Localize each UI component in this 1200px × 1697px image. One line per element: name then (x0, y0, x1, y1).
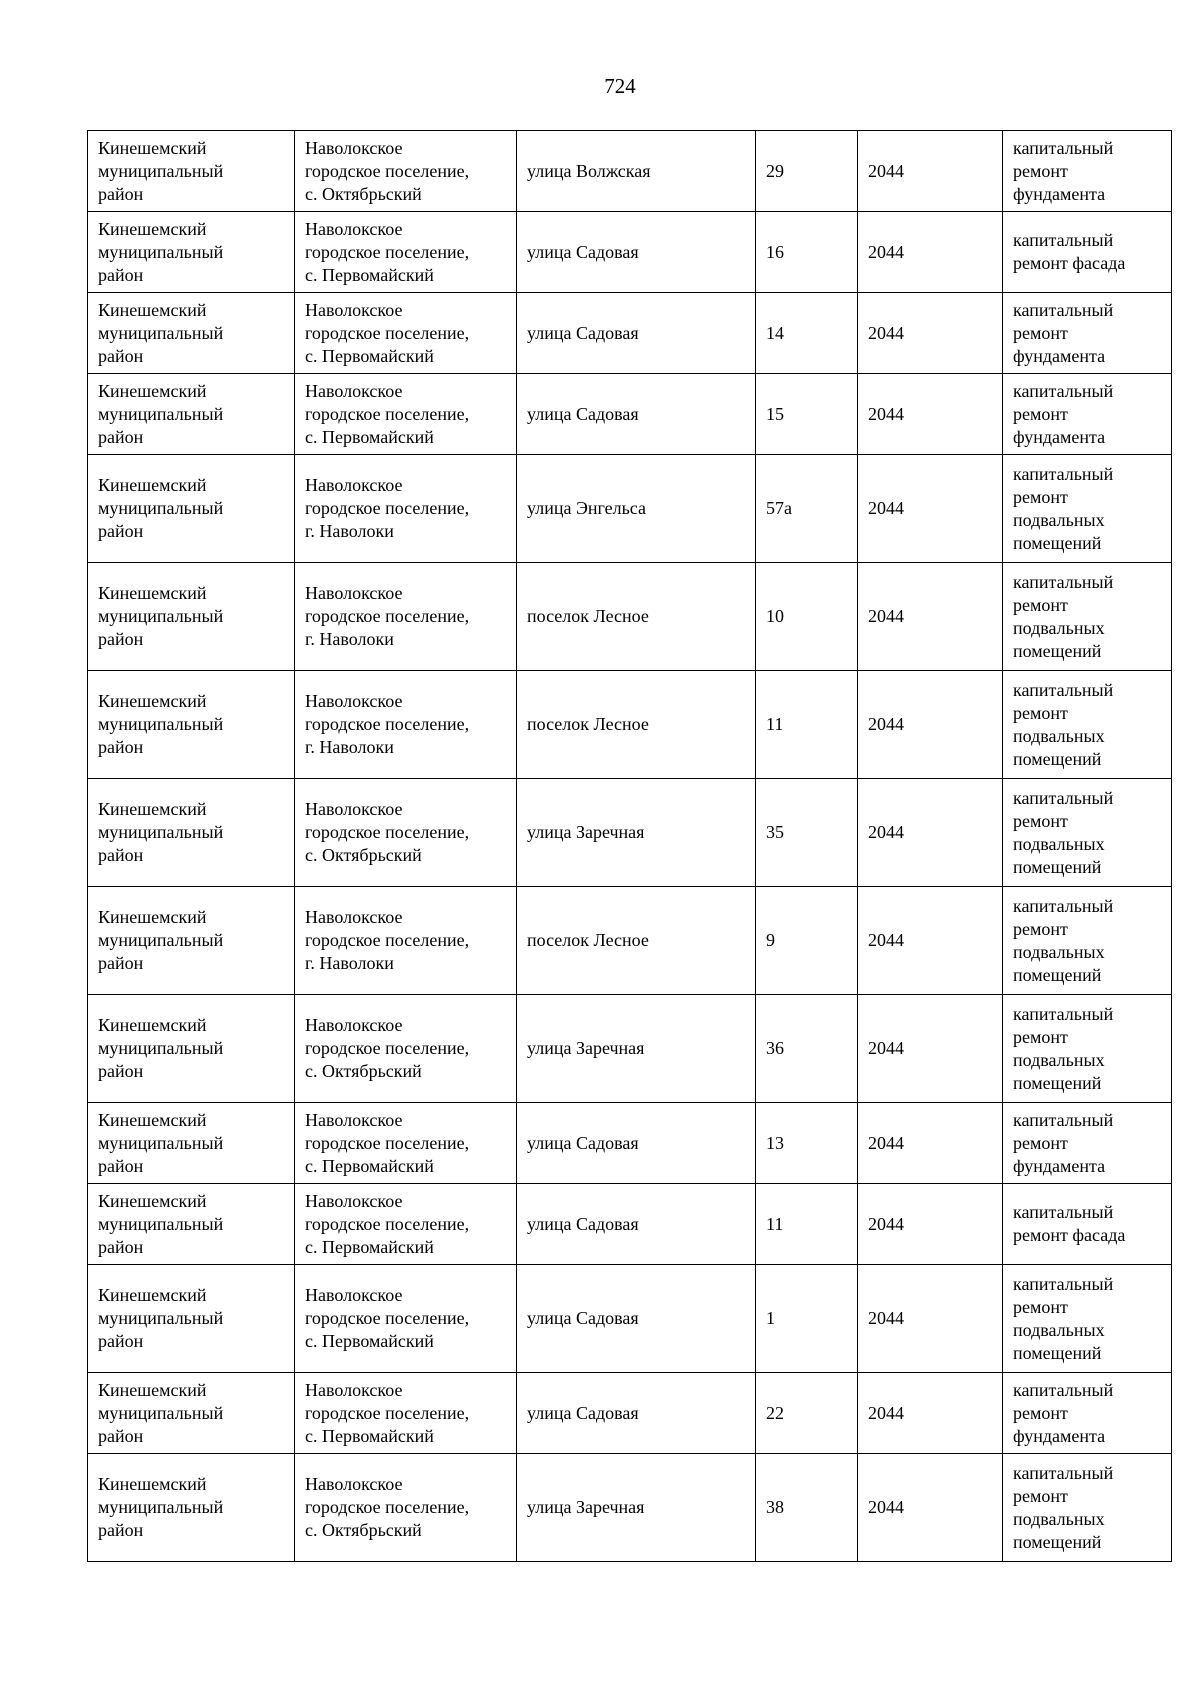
district-cell-text: Кинешемский муниципальный район (98, 907, 224, 973)
house-number-cell-text: 57а (766, 498, 792, 518)
house-number-cell-text: 11 (766, 1213, 784, 1234)
settlement-cell (295, 995, 517, 1103)
house-number-cell (756, 887, 858, 995)
year-cell (858, 1265, 1003, 1373)
work-type-cell (1003, 1184, 1172, 1265)
work-type-cell-text: капитальный ремонт фундамента (1013, 1109, 1114, 1176)
year-cell-text: 2044 (868, 498, 904, 518)
settlement-cell-text: Наволокское городское поселение, с. Первомайский (305, 1379, 470, 1446)
street-cell-text: улица Волжская (527, 160, 651, 181)
work-type-cell (1003, 887, 1172, 995)
street-cell-text: улица Садовая (527, 1132, 639, 1153)
street-cell-text: поселок Лесное (527, 714, 649, 734)
work-type-cell-text: капитальный ремонт подвальных помещений (1013, 1003, 1114, 1093)
table-row (88, 1184, 1172, 1265)
district-cell (88, 293, 295, 374)
house-number-cell (756, 374, 858, 455)
street-cell (517, 1454, 756, 1562)
district-cell-text: Кинешемский муниципальный район (98, 1190, 224, 1257)
table-row (88, 374, 1172, 455)
settlement-cell-text: Наволокское городское поселение, г. Наволоки (305, 691, 470, 757)
district-cell (88, 887, 295, 995)
settlement-cell-text: Наволокское городское поселение, г. Наволоки (305, 583, 470, 649)
house-number-cell-text: 10 (766, 606, 784, 626)
table-row (88, 1103, 1172, 1184)
house-number-cell-text: 36 (766, 1038, 784, 1058)
table-row (88, 455, 1172, 563)
table-row (88, 671, 1172, 779)
street-cell (517, 455, 756, 563)
work-type-cell-text: капитальный ремонт подвальных помещений (1013, 895, 1114, 985)
year-cell (858, 1454, 1003, 1562)
registry-table (87, 130, 1172, 1562)
street-cell (517, 293, 756, 374)
settlement-cell-text: Наволокское городское поселение, с. Октябрьский (305, 137, 470, 204)
house-number-cell (756, 779, 858, 887)
district-cell-text: Кинешемский муниципальный район (98, 1109, 224, 1176)
work-type-cell (1003, 779, 1172, 887)
house-number-cell (756, 1184, 858, 1265)
street-cell (517, 374, 756, 455)
settlement-cell-text: Наволокское городское поселение, с. Октябрьский (305, 1474, 470, 1540)
district-cell (88, 563, 295, 671)
settlement-cell (295, 1373, 517, 1454)
house-number-cell-text: 14 (766, 322, 784, 343)
settlement-cell-text: Наволокское городское поселение, с. Первомайский (305, 1109, 470, 1176)
work-type-cell (1003, 1265, 1172, 1373)
work-type-cell-text: капитальный ремонт фасада (1013, 1202, 1126, 1245)
work-type-cell (1003, 563, 1172, 671)
settlement-cell-text: Наволокское городское поселение, с. Первомайский (305, 380, 470, 447)
year-cell (858, 887, 1003, 995)
district-cell-text: Кинешемский муниципальный район (98, 1285, 224, 1351)
street-cell-text: улица Садовая (527, 403, 639, 424)
work-type-cell-text: капитальный ремонт подвальных помещений (1013, 679, 1114, 769)
table-row (88, 887, 1172, 995)
year-cell (858, 1184, 1003, 1265)
street-cell-text: улица Садовая (527, 1402, 639, 1423)
settlement-cell (295, 293, 517, 374)
work-type-cell (1003, 455, 1172, 563)
house-number-cell-text: 16 (766, 241, 784, 262)
work-type-cell-text: капитальный ремонт подвальных помещений (1013, 571, 1114, 661)
work-type-cell (1003, 1454, 1172, 1562)
house-number-cell (756, 671, 858, 779)
work-type-cell-text: капитальный ремонт подвальных помещений (1013, 463, 1114, 553)
year-cell (858, 671, 1003, 779)
house-number-cell-text: 11 (766, 714, 784, 734)
district-cell-text: Кинешемский муниципальный район (98, 299, 224, 366)
settlement-cell-text: Наволокское городское поселение, г. Наволоки (305, 475, 470, 541)
settlement-cell (295, 563, 517, 671)
settlement-cell-text: Наволокское городское поселение, с. Первомайский (305, 1285, 470, 1351)
year-cell (858, 1373, 1003, 1454)
district-cell (88, 131, 295, 212)
district-cell-text: Кинешемский муниципальный район (98, 137, 224, 204)
street-cell-text: поселок Лесное (527, 606, 649, 626)
work-type-cell-text: капитальный ремонт фасада (1013, 230, 1126, 273)
work-type-cell-text: капитальный ремонт подвальных помещений (1013, 787, 1114, 877)
house-number-cell-text: 15 (766, 403, 784, 424)
street-cell (517, 212, 756, 293)
year-cell-text: 2044 (868, 403, 904, 424)
registry-table-body (88, 131, 1172, 1562)
year-cell (858, 293, 1003, 374)
street-cell (517, 887, 756, 995)
work-type-cell (1003, 374, 1172, 455)
year-cell-text: 2044 (868, 606, 904, 626)
table-row (88, 131, 1172, 212)
table-row (88, 293, 1172, 374)
street-cell (517, 1373, 756, 1454)
house-number-cell-text: 22 (766, 1402, 784, 1423)
settlement-cell (295, 1103, 517, 1184)
house-number-cell (756, 131, 858, 212)
work-type-cell (1003, 671, 1172, 779)
settlement-cell (295, 887, 517, 995)
work-type-cell (1003, 1103, 1172, 1184)
street-cell-text: улица Садовая (527, 241, 639, 262)
settlement-cell (295, 374, 517, 455)
year-cell (858, 455, 1003, 563)
work-type-cell (1003, 131, 1172, 212)
settlement-cell-text: Наволокское городское поселение, г. Наволоки (305, 907, 470, 973)
table-row (88, 1454, 1172, 1562)
district-cell-text: Кинешемский муниципальный район (98, 691, 224, 757)
district-cell-text: Кинешемский муниципальный район (98, 380, 224, 447)
district-cell (88, 1103, 295, 1184)
work-type-cell (1003, 293, 1172, 374)
settlement-cell (295, 212, 517, 293)
house-number-cell (756, 1373, 858, 1454)
page-number: 724 (604, 74, 636, 98)
district-cell (88, 374, 295, 455)
house-number-cell (756, 1103, 858, 1184)
work-type-cell-text: капитальный ремонт фундамента (1013, 1379, 1114, 1446)
street-cell-text: поселок Лесное (527, 930, 649, 950)
settlement-cell (295, 1265, 517, 1373)
street-cell (517, 995, 756, 1103)
street-cell-text: улица Садовая (527, 322, 639, 343)
year-cell-text: 2044 (868, 822, 904, 842)
settlement-cell (295, 131, 517, 212)
year-cell-text: 2044 (868, 930, 904, 950)
house-number-cell-text: 9 (766, 930, 775, 950)
year-cell (858, 374, 1003, 455)
house-number-cell (756, 455, 858, 563)
district-cell-text: Кинешемский муниципальный район (98, 1379, 224, 1446)
house-number-cell-text: 38 (766, 1497, 784, 1517)
house-number-cell (756, 563, 858, 671)
settlement-cell-text: Наволокское городское поселение, с. Первомайский (305, 218, 470, 285)
work-type-cell-text: капитальный ремонт фундамента (1013, 380, 1114, 447)
table-row (88, 563, 1172, 671)
street-cell (517, 1265, 756, 1373)
year-cell-text: 2044 (868, 322, 904, 343)
house-number-cell (756, 293, 858, 374)
house-number-cell (756, 212, 858, 293)
year-cell (858, 131, 1003, 212)
settlement-cell (295, 779, 517, 887)
settlement-cell (295, 1184, 517, 1265)
year-cell-text: 2044 (868, 1497, 904, 1517)
work-type-cell-text: капитальный ремонт фундамента (1013, 137, 1114, 204)
table-row (88, 1265, 1172, 1373)
year-cell-text: 2044 (868, 160, 904, 181)
street-cell-text: улица Садовая (527, 1308, 639, 1328)
year-cell (858, 563, 1003, 671)
work-type-cell-text: капитальный ремонт фундамента (1013, 299, 1114, 366)
year-cell-text: 2044 (868, 1213, 904, 1234)
street-cell-text: улица Садовая (527, 1213, 639, 1234)
work-type-cell (1003, 1373, 1172, 1454)
street-cell (517, 1103, 756, 1184)
year-cell (858, 779, 1003, 887)
street-cell-text: улица Заречная (527, 822, 645, 842)
table-row (88, 212, 1172, 293)
house-number-cell-text: 13 (766, 1132, 784, 1153)
settlement-cell (295, 455, 517, 563)
street-cell (517, 671, 756, 779)
table-row (88, 779, 1172, 887)
street-cell-text: улица Заречная (527, 1038, 645, 1058)
house-number-cell-text: 35 (766, 822, 784, 842)
settlement-cell-text: Наволокское городское поселение, с. Октябрьский (305, 799, 470, 865)
year-cell-text: 2044 (868, 1402, 904, 1423)
settlement-cell-text: Наволокское городское поселение, с. Первомайский (305, 1190, 470, 1257)
district-cell-text: Кинешемский муниципальный район (98, 1015, 224, 1081)
house-number-cell (756, 995, 858, 1103)
district-cell (88, 455, 295, 563)
year-cell-text: 2044 (868, 1308, 904, 1328)
street-cell-text: улица Заречная (527, 1497, 645, 1517)
district-cell (88, 1454, 295, 1562)
street-cell (517, 563, 756, 671)
district-cell (88, 1373, 295, 1454)
house-number-cell (756, 1454, 858, 1562)
street-cell (517, 1184, 756, 1265)
work-type-cell-text: капитальный ремонт подвальных помещений (1013, 1273, 1114, 1363)
district-cell (88, 995, 295, 1103)
street-cell (517, 131, 756, 212)
table-row (88, 1373, 1172, 1454)
year-cell-text: 2044 (868, 1038, 904, 1058)
district-cell (88, 1184, 295, 1265)
district-cell-text: Кинешемский муниципальный район (98, 475, 224, 541)
work-type-cell (1003, 212, 1172, 293)
house-number-cell-text: 1 (766, 1308, 775, 1328)
house-number-cell (756, 1265, 858, 1373)
table-row (88, 995, 1172, 1103)
settlement-cell (295, 1454, 517, 1562)
year-cell-text: 2044 (868, 241, 904, 262)
district-cell (88, 779, 295, 887)
year-cell (858, 995, 1003, 1103)
settlement-cell-text: Наволокское городское поселение, с. Октябрьский (305, 1015, 470, 1081)
district-cell-text: Кинешемский муниципальный район (98, 583, 224, 649)
district-cell (88, 1265, 295, 1373)
house-number-cell-text: 29 (766, 160, 784, 181)
year-cell-text: 2044 (868, 714, 904, 734)
year-cell-text: 2044 (868, 1132, 904, 1153)
district-cell-text: Кинешемский муниципальный район (98, 1474, 224, 1540)
settlement-cell (295, 671, 517, 779)
year-cell (858, 212, 1003, 293)
district-cell (88, 212, 295, 293)
district-cell-text: Кинешемский муниципальный район (98, 218, 224, 285)
district-cell-text: Кинешемский муниципальный район (98, 799, 224, 865)
work-type-cell (1003, 995, 1172, 1103)
district-cell (88, 671, 295, 779)
settlement-cell-text: Наволокское городское поселение, с. Первомайский (305, 299, 470, 366)
work-type-cell-text: капитальный ремонт подвальных помещений (1013, 1462, 1114, 1552)
street-cell-text: улица Энгельса (527, 498, 646, 518)
street-cell (517, 779, 756, 887)
year-cell (858, 1103, 1003, 1184)
